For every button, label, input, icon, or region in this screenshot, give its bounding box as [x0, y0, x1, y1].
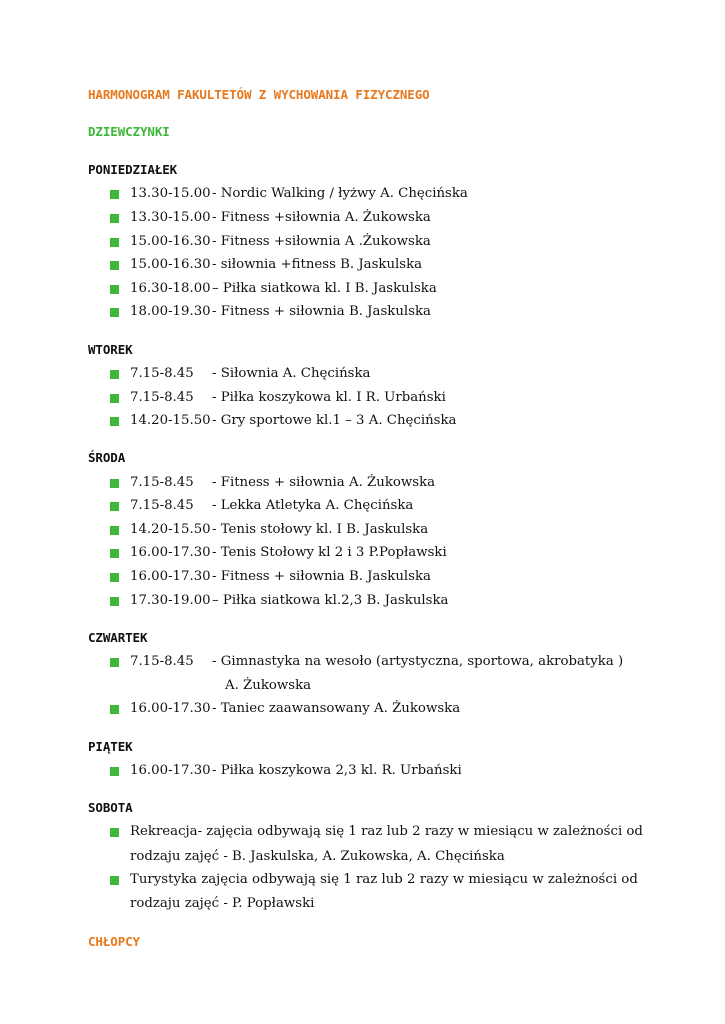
bullet-icon [110, 828, 119, 837]
list-item-continuation: rodzaju zajęć - P. Popławski [130, 896, 315, 911]
bullet-icon [110, 549, 119, 558]
bullet-icon [110, 190, 119, 199]
day-heading-saturday: SOBOTA [88, 800, 133, 815]
bullet-icon [110, 767, 119, 776]
bullet-icon [110, 573, 119, 582]
bullet-icon [110, 479, 119, 488]
bullet-icon [110, 876, 119, 885]
bullet-icon [110, 597, 119, 606]
day-heading-monday: PONIEDZIAŁEK [88, 162, 178, 177]
bullet-icon [110, 285, 119, 294]
list-item-continuation: A. Żukowska [225, 678, 312, 693]
bullet-icon [110, 526, 119, 535]
bullet-icon [110, 705, 119, 714]
bullet-icon [110, 658, 119, 667]
day-heading-tuesday: WTOREK [88, 342, 133, 357]
bullet-icon [110, 394, 119, 403]
document-title: HARMONOGRAM FAKULTETÓW Z WYCHOWANIA FIZYCZNEGO [88, 87, 430, 102]
bullet-icon [110, 370, 119, 379]
girls-heading: DZIEWCZYNKI [88, 124, 170, 139]
bullet-icon [110, 214, 119, 223]
bullet-icon [110, 238, 119, 247]
bullet-icon [110, 308, 119, 317]
boys-heading: CHŁOPCY [88, 934, 140, 949]
day-heading-friday: PIĄTEK [88, 739, 133, 754]
list-item-continuation: rodzaju zajęć - B. Jaskulska, A. Zukowska, A. Chęcińska [130, 849, 505, 864]
bullet-icon [110, 502, 119, 511]
bullet-icon [110, 261, 119, 270]
day-heading-thursday: CZWARTEK [88, 630, 148, 645]
bullet-icon [110, 417, 119, 426]
day-heading-wednesday: ŚRODA [88, 450, 126, 465]
document-page: HARMONOGRAM FAKULTETÓW Z WYCHOWANIA FIZYCZNEGO DZIEWCZYNKI PONIEDZIAŁEK 13.30-15.00 - Nordic Walking / łyżwy A. Chęcińska 13.30-15.00 - Fitness +siłownia A. Żukowska 15.00-16.30 - Fitness +siłownia A .Żukowska 15.00-16.30 - siłownia +fitness B. Jaskulska 16.30-18.00 – Piłka siatkowa kl. I B. Jaskulska 18.00-19.30 - Fitness + siłownia B. Jaskulska WTOREK 7.15-8.45 - Siłownia A. Chęcińska 7.15-8.45 - Piłka koszykowa kl. I R. Urbański 14.20-15.50 - Gry sportowe kl.1 – 3 A. Chęcińska ŚRODA 7.15-8.45 - Fitness + siłownia A. Żukowska 7.15-8.45 - Lekka Atletyka A. Chęcińska 14.20-15.50 - Tenis stołowy kl. I B. Jaskulska 16.00-17.30 - Tenis Stołowy kl 2 i 3 P.Popławski 16.00-17.30 - Fitness + siłownia B. Jaskulska 17.30-19.00 – Piłka siatkowa kl.2,3 B. Jaskulska CZWARTEK 7.15-8.45 - Gimnastyka na wesoło (artystyczna, sportowa, akrobatyka ) A. Żukowska 16.00-17.30 - Taniec zaawansowany A. Żukowska PIĄTEK 16.00-17.30 - Piłka koszykowa 2,3 kl. R. Urbański SOBOTA Rekreacja- zajęcia odbywają się 1 raz lub 2 razy w miesiącu w zależności od rodzaju zajęć - B. Jaskulska, A. Zukowska, A. Chęcińska Turystyka zajęcia odbywają się 1 raz lub 2 razy w miesiącu w zależności od rodzaju zajęć - P. Popławski CHŁOPCY [88, 87, 643, 949]
